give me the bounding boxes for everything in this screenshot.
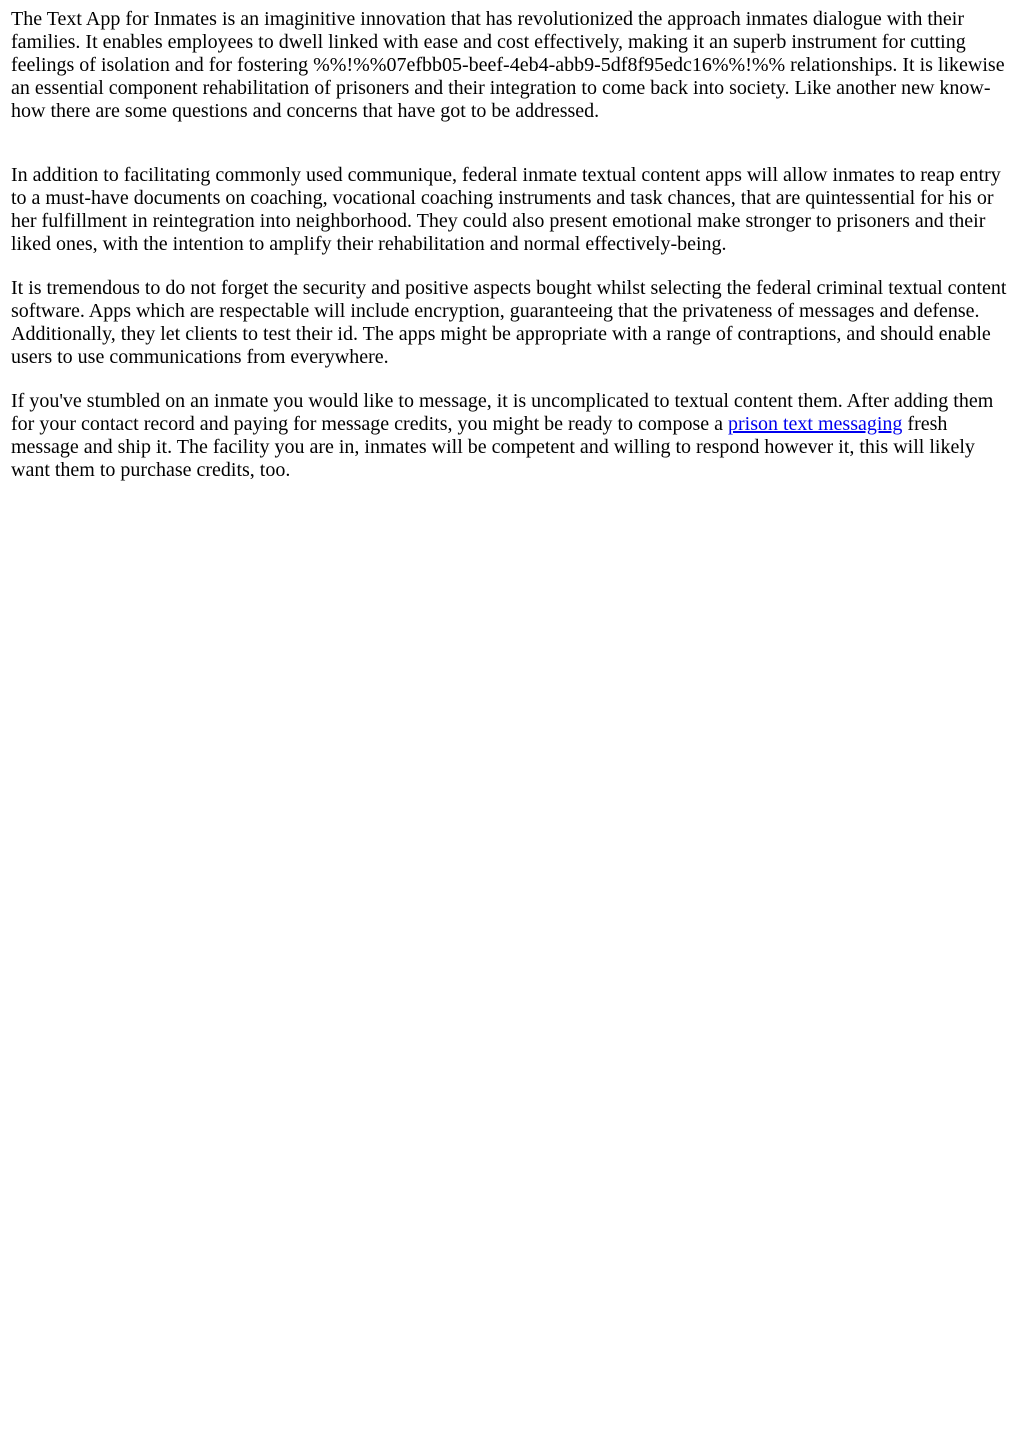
paragraph-security: It is tremendous to do not forget the security and positive aspects bought whilst selecting the federal criminal textual content software. Apps which are respectable will include encryption, guaranteeing that the privateness of messages and defense. Additionally, they let clients to test their id. The apps might be appropriate with a range of contraptions, and should enable users to use communications from everywhere. <box>11 277 1007 368</box>
paragraph-intro: The Text App for Inmates is an imaginitive innovation that has revolutionized the approach inmates dialogue with their families. It enables employees to dwell linked with ease and cost effectively, making it an superb instrument for cutting feelings of isolation and for fostering %%!%%07efbb05-beef-4eb4-abb9-5df8f95edc16%%!%% relationships. It is likewise an essential component rehabilitation of prisoners and their integration to come back into society. Like another new know-how there are some questions and concerns that have got to be addressed. <box>11 8 1005 122</box>
paragraph-messaging <box>11 390 1013 482</box>
paragraph-messaging-before-link: If you've stumbled on an inmate you would like to message, it is uncomplicated to textual content them. After adding them for your contact record and paying for message credits, you might be ready to compose a <box>11 390 994 435</box>
paragraph-messaging-after-link: fresh message and ship it. The facility you are in, inmates will be competent and willing to respond however it, this will likely want them to purchase credits, too. <box>11 413 975 481</box>
article-body <box>0 0 1024 482</box>
prison-text-messaging-link[interactable]: prison text messaging <box>727 413 903 435</box>
paragraph-communication: In addition to facilitating commonly used communique, federal inmate textual content apps will allow inmates to reap entry to a must-have documents on coaching, vocational coaching instruments and task chances, that are quintessential for his or her fulfillment in reintegration into neighborhood. They could also present emotional make stronger to prisoners and their liked ones, with the intention to amplify their rehabilitation and normal effectively-being. <box>11 164 1001 255</box>
